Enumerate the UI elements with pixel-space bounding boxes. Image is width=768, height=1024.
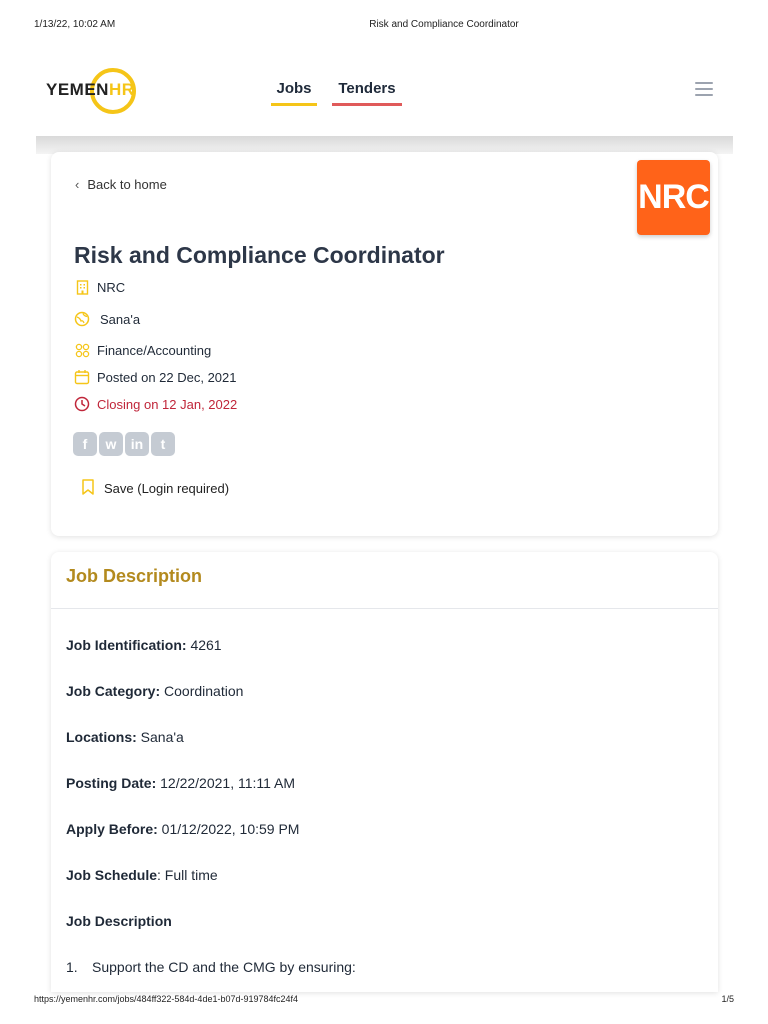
bookmark-icon <box>81 479 95 498</box>
job-description-card <box>51 552 718 992</box>
chevron-left-icon: ‹ <box>75 177 80 192</box>
nav-jobs[interactable]: Jobs <box>271 80 317 106</box>
category-row <box>74 342 211 358</box>
field-job-schedule: Job Schedule: Full time <box>66 867 218 883</box>
print-title: Risk and Compliance Coordinator <box>369 19 519 30</box>
building-icon <box>74 279 90 295</box>
print-url: https://yemenhr.com/jobs/484ff322-584d-4de1-b07d-919784fc24f4 <box>34 994 299 1004</box>
print-date: 1/13/22, 10:02 AM <box>34 19 116 30</box>
grid-icon <box>74 342 90 358</box>
closing-row <box>74 396 237 412</box>
print-page-number: 1/5 <box>721 994 734 1004</box>
posted-date: Posted on 22 Dec, 2021 <box>97 369 237 385</box>
job-title: Risk and Compliance Coordinator <box>74 242 445 268</box>
save-label: Save (Login required) <box>104 481 230 496</box>
list-item: 1. Support the CD and the CMG by ensuring: <box>66 959 356 975</box>
site-header <box>36 50 733 136</box>
company-name[interactable]: NRC <box>97 279 126 295</box>
description-subheading: Job Description <box>66 913 172 929</box>
twitter-icon[interactable]: t <box>151 432 175 456</box>
hamburger-menu-icon[interactable] <box>695 82 713 96</box>
calendar-icon <box>74 369 90 385</box>
job-summary-card <box>51 152 718 536</box>
globe-icon <box>74 311 90 327</box>
category-name: Finance/Accounting <box>97 342 212 358</box>
clock-icon <box>74 396 90 412</box>
field-locations: Locations: Sana'a <box>66 729 184 745</box>
field-job-category: Job Category: Coordination <box>66 683 244 699</box>
facebook-icon[interactable]: f <box>73 432 97 456</box>
back-to-home-link[interactable]: ‹ Back to home <box>75 177 167 192</box>
linkedin-icon[interactable]: in <box>125 432 149 456</box>
description-heading: Job Description <box>51 552 718 609</box>
yemenhr-logo[interactable] <box>46 68 136 114</box>
posted-row <box>74 369 237 385</box>
company-logo: NRC <box>637 160 710 235</box>
nav-tenders[interactable]: Tenders <box>332 80 402 106</box>
print-header <box>0 0 768 36</box>
field-job-identification: Job Identification: 4261 <box>66 637 222 653</box>
location-name: Sana'a <box>100 311 141 327</box>
company-row <box>74 279 125 295</box>
field-posting-date: Posting Date: 12/22/2021, 11:11 AM <box>66 775 296 791</box>
location-row <box>74 311 140 327</box>
print-footer <box>0 994 768 1024</box>
whatsapp-icon[interactable]: w <box>99 432 123 456</box>
field-apply-before: Apply Before: 01/12/2022, 10:59 PM <box>66 821 300 837</box>
logo-text: YEMENHR <box>46 80 135 99</box>
closing-date: Closing on 12 Jan, 2022 <box>97 396 238 412</box>
share-icons <box>73 432 177 456</box>
save-job-button[interactable] <box>81 479 229 498</box>
